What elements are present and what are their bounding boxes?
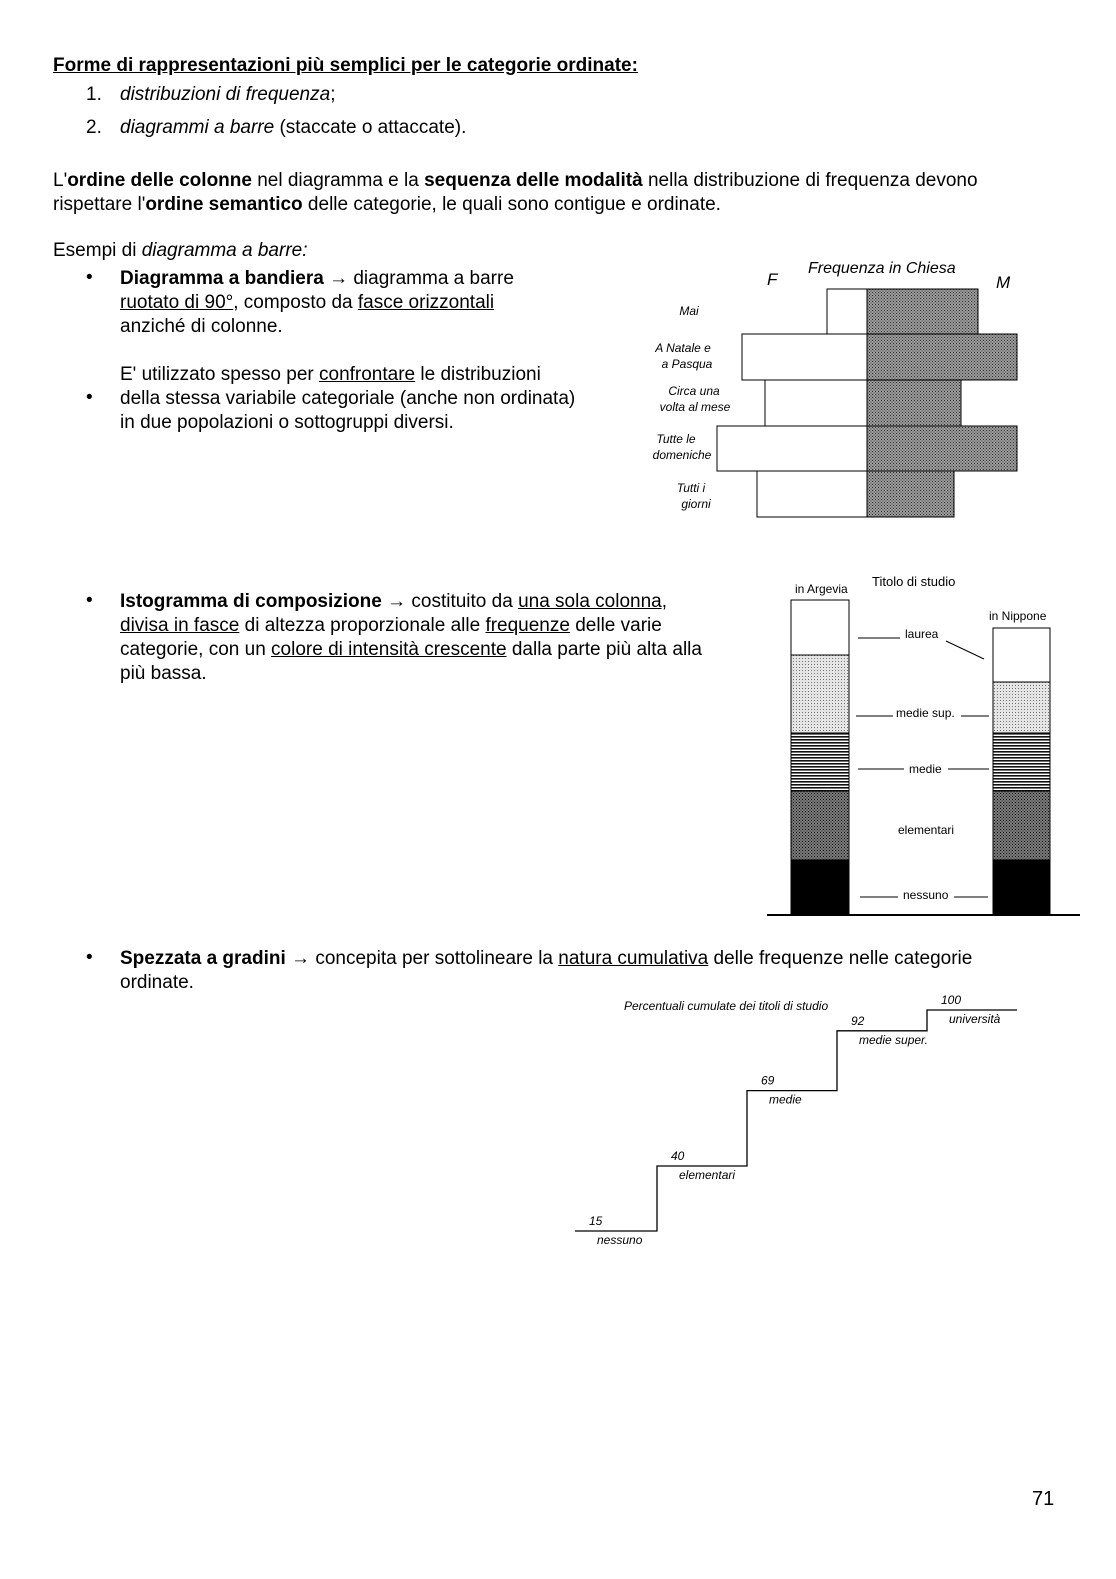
step-value-label: 100 [941,993,962,1007]
composition-cat-label: nessuno [903,888,949,902]
bullet: • [86,387,93,408]
flag-cat-label: A Natale e [655,341,711,355]
page-number: 71 [1032,1488,1055,1510]
column-right-nessuno [993,860,1050,915]
composition-cat-label: laurea [905,627,939,641]
flag-bar-f-mai [827,289,867,334]
composition-cat-label: elementari [898,823,955,837]
step-chart [560,985,1060,1295]
composition-left-label: in Argevia [795,582,848,596]
flag-chart-title: Frequenza in Chiesa [808,260,956,277]
flag-bar-m-mese [867,380,961,426]
composition-cat-label: medie sup. [896,706,955,720]
column-left-medie-sup [791,655,849,733]
list-item-text: diagrammi a barre (staccate o attaccate). [120,117,467,138]
flag-bar-m-mai [867,289,978,334]
column-right-elementari [993,791,1050,860]
step-value-label: 40 [671,1149,685,1163]
composition-cat-label: medie [909,762,942,776]
list-item: 1. [86,84,102,105]
bullet: • [86,947,93,968]
flag-bar-m-natale [867,334,1017,380]
flag-cat-label: Tutti i [676,481,706,495]
column-left-medie [791,733,849,791]
flag-cat-label: Circa una [668,384,720,398]
flag-left-label: F [767,270,778,289]
flag-bar-m-giorni [867,471,954,517]
bullet: • [86,267,93,288]
flag-cat-label: Mai [679,304,699,318]
column-right-laurea [993,628,1050,682]
column-right-medie [993,733,1050,791]
step-category-label: medie super. [859,1032,928,1047]
bandiera-text: Diagramma a bandiera → diagramma a barre ruotato di 90°, composto da fasce orizzontali anziché di colonne. E' utilizzato spesso per confrontare le distribuzioni della stessa variabile categoriale (anche non ordinata) in due popolazioni o sottogruppi diversi. [120,268,576,433]
flag-bar-f-domeniche [717,426,867,471]
flag-chart [635,250,1035,525]
list-item-text: distribuzioni di frequenza; [120,84,336,105]
examples-intro: Esempi di diagramma a barre: [53,240,308,261]
step-value-label: 92 [851,1013,865,1028]
flag-cat-label: domeniche [652,448,712,462]
step-category-label: elementari [679,1168,736,1182]
step-value-label: 69 [761,1073,775,1088]
flag-cat-label: Tutte le [656,432,696,446]
composition-right-label: in Nippone [989,609,1047,623]
paragraph-order: L'ordine delle colonne nel diagramma e la sequenza delle modalità nella distribuzione di frequenza devono rispettare l'ordine semantico delle categorie, le quali sono contigue e ordinate. [53,170,978,215]
composition-title: Titolo di studio [872,574,956,589]
flag-cat-label: giorni [681,497,711,511]
step-category-label: università [949,1012,1001,1026]
list-item: 2. [86,117,102,138]
flag-bar-f-natale [742,334,867,380]
flag-cat-label: a Pasqua [661,357,713,371]
step-category-label: medie [769,1092,802,1107]
page-heading: Forme di rappresentazioni più semplici per le categorie ordinate: [53,55,638,76]
spezzata-text: Spezzata a gradini → concepita per sottolineare la natura cumulativa delle frequenze nelle categorie ordinate. [120,948,973,993]
flag-bar-f-mese [765,380,867,426]
step-category-label: nessuno [597,1233,643,1247]
column-left-nessuno [791,860,849,915]
flag-bar-f-giorni [757,471,867,517]
step-value-label: 15 [589,1214,603,1228]
column-left-laurea [791,600,849,655]
flag-bar-m-domeniche [867,426,1017,471]
bullet: • [86,590,93,611]
step-chart-title: Percentuali cumulate dei titoli di studio [624,999,829,1013]
istogramma-text: Istogramma di composizione → costituito da una sola colonna, divisa in fasce di altezza proporzionale alle frequenze delle varie categorie, con un colore di intensità crescente dalla parte più alta alla più bassa. [120,591,702,684]
column-right-medie-sup [993,682,1050,733]
flag-cat-label: volta al mese [659,400,731,414]
composition-chart [760,568,1085,920]
flag-right-label: M [996,273,1011,292]
step-line [575,1010,1017,1231]
column-left-elementari [791,791,849,860]
